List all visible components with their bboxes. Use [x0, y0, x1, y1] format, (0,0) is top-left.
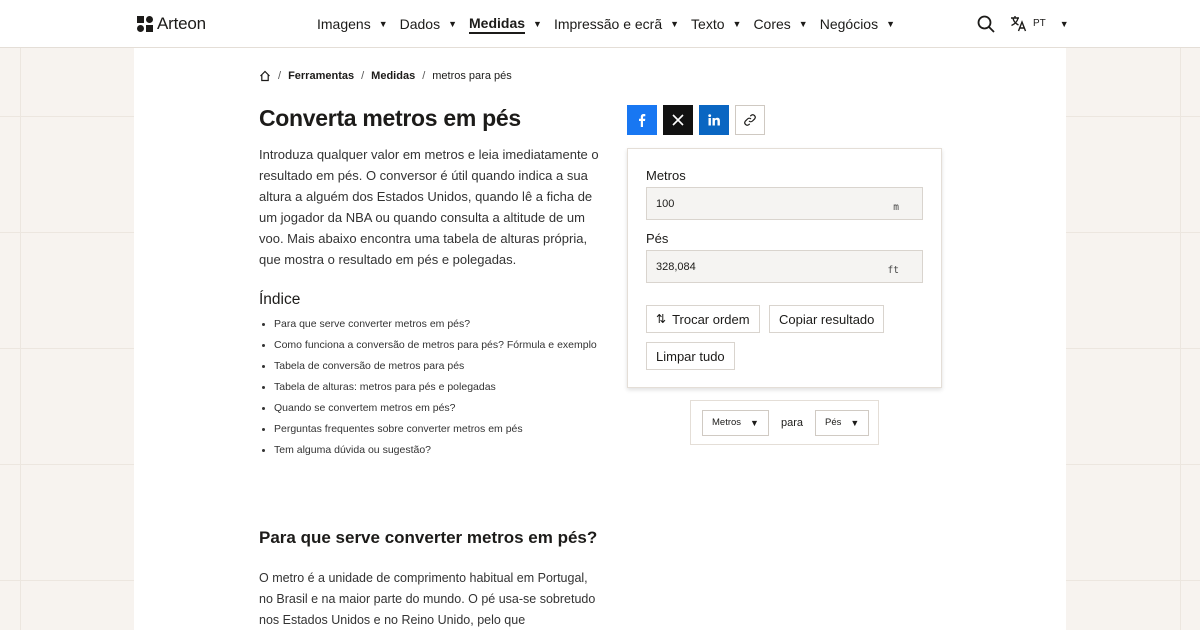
nav-label: Negócios: [819, 15, 879, 32]
breadcrumb: [259, 70, 512, 82]
swap-order-button[interactable]: [646, 305, 760, 333]
toc-title: Índice: [259, 291, 301, 308]
to-unit-select[interactable]: [815, 410, 869, 436]
main-nav: [317, 0, 907, 48]
caret-down-icon: ▼: [850, 417, 860, 428]
nav-label: Texto: [691, 15, 725, 32]
nav-label: Dados: [399, 15, 441, 32]
unit-selector: [690, 400, 879, 445]
caret-down-icon: ▼: [670, 19, 680, 29]
connector-text: para: [780, 416, 803, 429]
toc-item[interactable]: Tabela de alturas: metros para pés e polegadas: [259, 380, 599, 395]
share-buttons: [627, 105, 765, 135]
brand-name: Arteon: [157, 14, 206, 33]
nav-item-negocios[interactable]: [820, 16, 895, 33]
meters-input[interactable]: [647, 188, 877, 219]
caret-down-icon: ▼: [448, 19, 458, 29]
nav-label: Medidas: [469, 15, 525, 34]
share-x-button[interactable]: [663, 105, 693, 135]
copy-label: Copiar resultado: [779, 311, 875, 327]
nav-label: Cores: [753, 15, 791, 32]
x-icon: [671, 113, 685, 127]
breadcrumb-separator: /: [278, 70, 282, 82]
toc-item[interactable]: Perguntas frequentes sobre converter metros em pés: [259, 422, 599, 437]
feet-input[interactable]: [647, 251, 877, 282]
language-selector[interactable]: [1010, 15, 1069, 32]
meters-field[interactable]: [646, 187, 923, 220]
toc-item[interactable]: Tem alguma dúvida ou sugestão?: [259, 443, 599, 458]
main-content: [134, 48, 1066, 630]
from-unit: m: [893, 202, 899, 213]
clear-all-button[interactable]: [646, 342, 735, 370]
caret-down-icon: ▼: [750, 417, 759, 428]
share-linkedin-button[interactable]: [699, 105, 729, 135]
caret-down-icon: ▼: [1059, 18, 1069, 29]
section-title: Para que serve converter metros em pés?: [259, 528, 598, 547]
nav-item-impressao[interactable]: [554, 16, 679, 33]
brand-logo[interactable]: [137, 14, 206, 34]
facebook-icon: [635, 113, 649, 127]
toc-item[interactable]: Como funciona a conversão de metros para pés? Fórmula e exemplo: [259, 338, 599, 353]
copy-result-button[interactable]: [769, 305, 884, 333]
article-column: [259, 102, 599, 464]
logo-icon: [137, 16, 153, 32]
feet-field[interactable]: [646, 250, 923, 283]
translate-icon: [1010, 15, 1027, 32]
caret-down-icon: ▼: [533, 19, 542, 29]
breadcrumb-current: metros para pés: [432, 70, 512, 82]
caret-down-icon: ▼: [732, 19, 742, 29]
toc-item[interactable]: Para que serve converter metros em pés?: [259, 317, 599, 332]
to-label: Pés: [646, 231, 669, 246]
table-of-contents: [259, 317, 599, 458]
breadcrumb-separator: /: [422, 70, 426, 82]
breadcrumb-ferramentas[interactable]: Ferramentas: [288, 70, 355, 82]
site-header: [0, 0, 1200, 48]
toc-item[interactable]: Quando se convertem metros em pés?: [259, 401, 599, 416]
intro-paragraph: Introduza qualquer valor em metros e leia imediatamente o resultado em pés. O conversor é útil quando indica a sua altura a alguém dos Estados Unidos, quando lê a ficha de um jogador da NBA ou quando consulta a altitude de um voo. Mais abaixo encontra uma tabela de alturas própria, que mostra o resultado em pés e polegadas.: [259, 147, 599, 267]
nav-label: Imagens: [317, 15, 371, 32]
language-code: PT: [1033, 18, 1046, 29]
nav-label: Impressão e ecrã: [553, 15, 663, 32]
from-unit-select[interactable]: [702, 410, 769, 436]
to-unit-value: Pés: [825, 417, 842, 428]
converter-panel: [627, 148, 942, 388]
swap-label: Trocar ordem: [672, 311, 750, 327]
section-paragraph: O metro é a unidade de comprimento habitual em Portugal, no Brasil e na maior parte do mundo. O pé usa-se sobretudo nos Estados Unidos e no Reino Unido, pelo que: [259, 571, 596, 627]
link-icon: [743, 113, 757, 127]
share-facebook-button[interactable]: [627, 105, 657, 135]
page-title: Converta metros em pés: [259, 105, 521, 131]
to-unit: ft: [887, 265, 899, 276]
nav-item-texto[interactable]: [691, 16, 741, 33]
nav-item-medidas[interactable]: [469, 15, 542, 34]
nav-item-imagens[interactable]: [317, 16, 388, 33]
swap-icon: ⇅: [656, 312, 667, 326]
linkedin-icon: [707, 113, 721, 127]
nav-item-dados[interactable]: [400, 16, 457, 33]
clear-label: Limpar tudo: [656, 348, 725, 364]
from-unit-value: Metros: [712, 417, 742, 428]
from-label: Metros: [646, 168, 686, 183]
caret-down-icon: ▼: [378, 19, 388, 29]
home-icon[interactable]: [259, 70, 271, 82]
toc-item[interactable]: Tabela de conversão de metros para pés: [259, 359, 599, 374]
copy-link-button[interactable]: [735, 105, 765, 135]
search-icon[interactable]: [977, 15, 995, 33]
breadcrumb-separator: /: [361, 70, 365, 82]
nav-item-cores[interactable]: [753, 16, 807, 33]
breadcrumb-medidas[interactable]: Medidas: [371, 70, 416, 82]
caret-down-icon: ▼: [798, 19, 808, 29]
caret-down-icon: ▼: [886, 19, 896, 29]
